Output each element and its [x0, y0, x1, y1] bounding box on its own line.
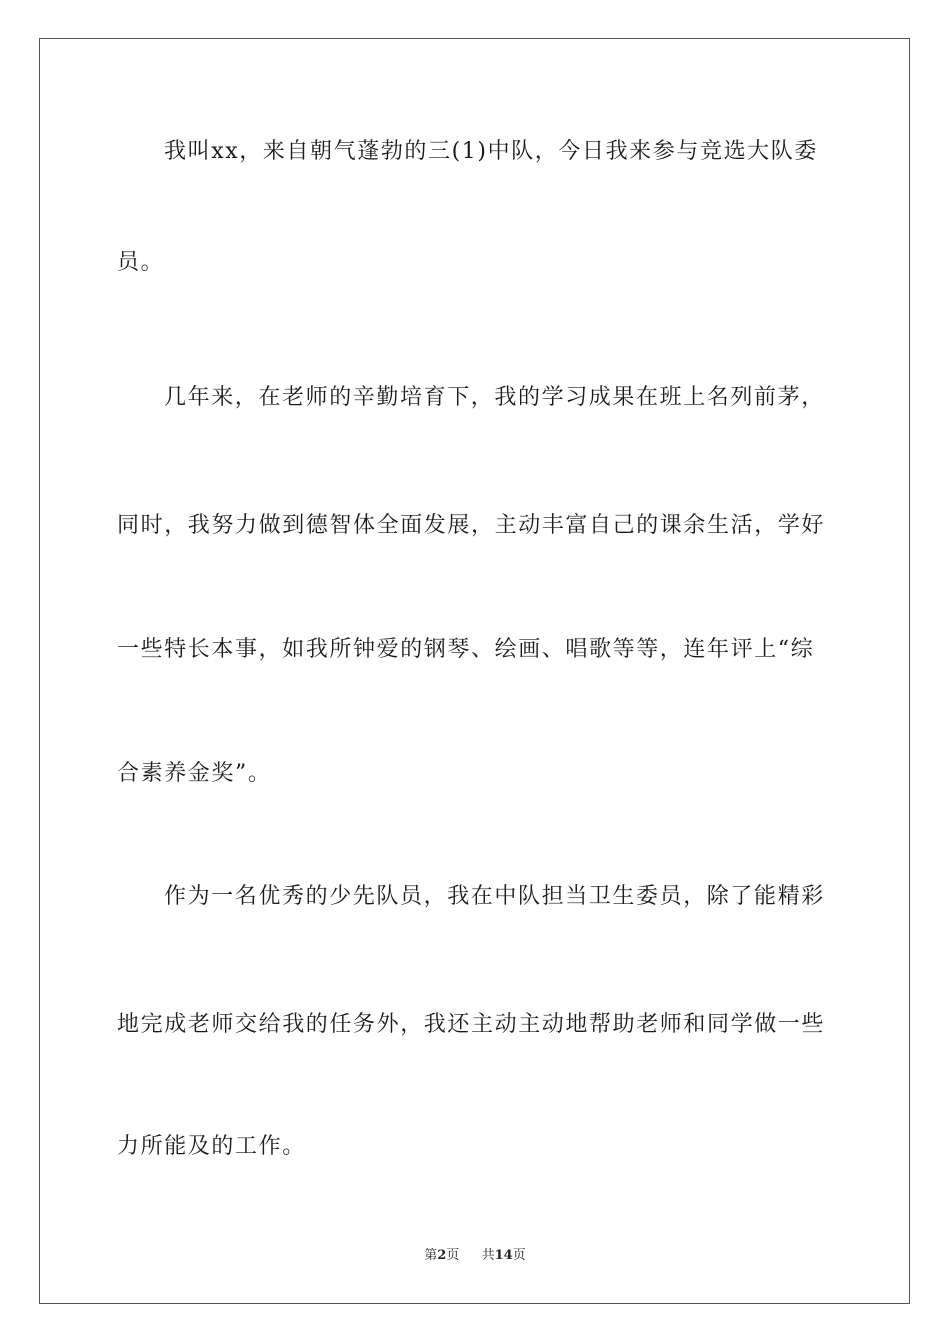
current-page-number: 2: [437, 1248, 447, 1263]
paragraph-3-line-3: 力所能及的工作。: [117, 1134, 306, 1159]
page-border: [39, 38, 910, 1304]
paragraph-2-line-3: 一些特长本事，如我所钟爱的钢琴、绘画、唱歌等等，连年评上“综: [117, 637, 815, 662]
paragraph-1-line-1: 我叫xx，来自朝气蓬勃的三(1)中队，今日我来参与竞选大队委: [164, 139, 818, 164]
paragraph-2-line-1: 几年来，在老师的辛勤培育下，我的学习成果在班上名列前茅，: [164, 385, 825, 410]
paragraph-1-line-2: 员。: [117, 250, 165, 275]
page-footer: [0, 1248, 950, 1264]
paragraph-3-line-1: 作为一名优秀的少先队员，我在中队担当卫生委员，除了能精彩: [164, 884, 825, 909]
paragraph-2-line-2: 同时，我努力做到德智体全面发展，主动丰富自己的课余生活，学好: [117, 513, 826, 538]
page-number-label: 第2页: [424, 1248, 460, 1263]
paragraph-3-line-2: 地完成老师交给我的任务外，我还主动主动地帮助老师和同学做一些: [117, 1012, 826, 1037]
total-pages-label: 共14页: [481, 1248, 526, 1263]
total-page-number: 14: [494, 1248, 513, 1263]
paragraph-2-line-4: 合素养金奖”。: [117, 761, 272, 786]
